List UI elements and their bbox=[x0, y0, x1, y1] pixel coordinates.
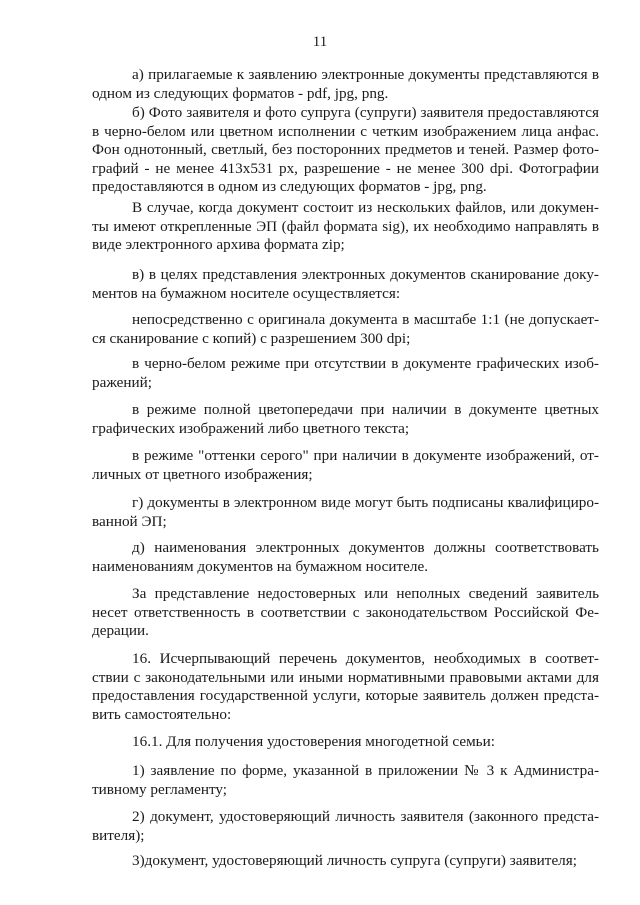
text-line: предоставления государственной услуги, которые заявитель должен предста- bbox=[92, 687, 599, 704]
text-line: графических изображений либо цветного текста; bbox=[92, 419, 410, 437]
text-line: Фон однотонный, светлый, без посторонних предметов и теней. Размер фото- bbox=[92, 141, 599, 158]
text-line: ся сканирование с копий) с разрешением 300 dpi; bbox=[92, 329, 411, 347]
text-line: д) наименования электронных документов должны соответствовать bbox=[132, 539, 599, 556]
text-line: б) Фото заявителя и фото супруга (супруги) заявителя предоставляются bbox=[132, 104, 599, 121]
paragraph bbox=[0, 311, 599, 348]
text-line: ванной ЭП; bbox=[92, 512, 167, 530]
text-line: тивному регламенту; bbox=[92, 780, 228, 798]
text-line: дерации. bbox=[92, 622, 149, 639]
paragraph bbox=[0, 808, 599, 845]
text-line: одном из следующих форматов - pdf, jpg, png. bbox=[92, 84, 389, 102]
text-line: г) документы в электронном виде могут быть подписаны квалифициро- bbox=[132, 494, 599, 511]
text-line: предоставляются в одном из следующих форматов - jpg, png. bbox=[92, 178, 487, 195]
paragraph bbox=[0, 266, 599, 303]
text-line: 16.1. Для получения удостоверения многодетной семьи: bbox=[132, 733, 495, 750]
text-line: 16. Исчерпывающий перечень документов, необходимых в соответ- bbox=[132, 650, 599, 667]
text-line: наименованиям документов на бумажном носителе. bbox=[92, 557, 429, 575]
paragraph bbox=[0, 650, 599, 724]
text-line: 2) документ, удостоверяющий личность заявителя (законного предста- bbox=[132, 808, 599, 825]
text-line: 3)документ, удостоверяющий личность супруга (супруги) заявителя; bbox=[132, 852, 577, 869]
paragraph bbox=[0, 539, 599, 576]
text-line: а) прилагаемые к заявлению электронные документы представляются в bbox=[132, 66, 599, 83]
paragraph bbox=[0, 104, 599, 197]
text-line: ражений; bbox=[92, 373, 152, 391]
text-line: ментов на бумажном носителе осуществляется: bbox=[92, 284, 401, 302]
paragraph bbox=[0, 852, 599, 871]
page-number: 11 bbox=[312, 34, 328, 50]
text-line: вителя); bbox=[92, 826, 145, 844]
paragraph bbox=[0, 733, 599, 752]
text-line: В случае, когда документ состоит из нескольких файлов, или докумен- bbox=[132, 199, 599, 216]
text-line: несет ответственность в соответствии с законодательством Российской Фе- bbox=[92, 603, 599, 621]
text-line: личных от цветного изображения; bbox=[92, 465, 313, 483]
text-line: За представление недостоверных или неполных сведений заявитель bbox=[132, 585, 599, 602]
paragraph bbox=[0, 585, 599, 641]
paragraph bbox=[0, 494, 599, 531]
text-line: 1) заявление по форме, указанной в приложении № 3 к Администра- bbox=[132, 762, 599, 779]
text-line: в режиме "оттенки серого" при наличии в документе изображений, от- bbox=[132, 447, 599, 464]
text-line: в режиме полной цветопередачи при наличии в документе цветных bbox=[132, 401, 599, 418]
paragraph bbox=[0, 66, 599, 103]
paragraph bbox=[0, 762, 599, 799]
paragraph bbox=[0, 447, 599, 484]
paragraph bbox=[0, 199, 599, 255]
text-line: непосредственно с оригинала документа в масштабе 1:1 (не допускает- bbox=[132, 311, 599, 328]
text-line: виде электронного архива формата zip; bbox=[92, 236, 345, 253]
text-line: в черно-белом или цветном исполнении с четким изображением лица анфас. bbox=[92, 122, 599, 140]
text-line: в черно-белом режиме при отсутствии в документе графических изоб- bbox=[132, 355, 599, 372]
text-line: ты имеют открепленные ЭП (файл формата sig), их необходимо направлять в bbox=[92, 217, 599, 235]
paragraph bbox=[0, 401, 599, 438]
text-line: в) в целях представления электронных документов сканирование доку- bbox=[132, 266, 599, 283]
text-line: вить самостоятельно: bbox=[92, 705, 232, 723]
paragraph bbox=[0, 355, 599, 392]
text-line: ствии с законодательными или иными нормативными правовыми актами для bbox=[92, 668, 599, 686]
text-line: графий - не менее 413x531 px, разрешение - не менее 300 dpi. Фотографии bbox=[92, 159, 599, 177]
